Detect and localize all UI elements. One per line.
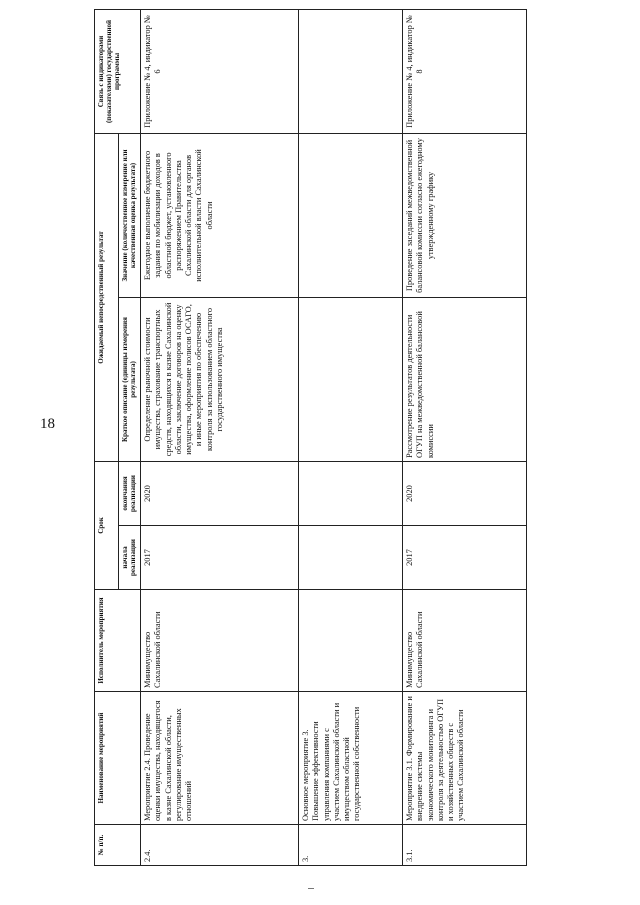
rotated-table-container: [94, 10, 526, 866]
cell-end: 2020: [141, 461, 299, 525]
cell-num: 3.: [299, 825, 403, 866]
table-row: [141, 9, 299, 865]
header-short-desc: Краткое описание (единицы измерения результата): [119, 297, 141, 461]
header-term: Срок: [95, 461, 119, 589]
header-end: окончания реализации: [119, 461, 141, 525]
cell-value: Ежегодное выполнение бюджетного задания по мобилизации доходов в областной бюджет, установленного распоряжением Правительства Сахалинской области для органов исполнительной власти Сахалинской области: [141, 133, 299, 297]
cell-num: 2.4.: [141, 825, 299, 866]
header-value: Значение (количественное измерение или качественная оценка результата): [119, 133, 141, 297]
header-link: Связь с индикаторами (показателями) государственной программы: [95, 9, 141, 133]
header-start: начала реализации: [119, 526, 141, 590]
cell-short-desc: Рассмотрение результатов деятельности ОГУП на межведомственной балансовой комиссии: [403, 297, 527, 461]
header-name: Наименование мероприятий: [95, 692, 141, 825]
cell-name: Мероприятие 3.1. Формирование и внедрение системы экономического мониторинга и контроля за деятельностью ОГУП и хозяйственных обществ с участием Сахалинской области: [403, 692, 527, 825]
cell-link: Приложение № 4, индикатор № 8: [403, 9, 527, 133]
cell-executor: [299, 590, 403, 692]
cell-end: 2020: [403, 461, 527, 525]
cell-start: 2017: [141, 526, 299, 590]
cell-num: 3.1.: [403, 825, 527, 866]
cell-end: [299, 461, 403, 525]
cell-executor: Минимущество Сахалинской области: [141, 590, 299, 692]
cell-value: Проведение заседаний межведомственной балансовой комиссии согласно ежегодному утвержденному графику: [403, 133, 527, 297]
cell-name: Основное мероприятие 3. Повышение эффективности управления компаниями с участием Сахалинской области и имуществом областной государственной собственности: [299, 692, 403, 825]
table-row: [299, 9, 403, 865]
cell-name: Мероприятие 2.4. Проведение оценки имущества, находящегося в казне Сахалинской области, регулирование имущественных отношений: [141, 692, 299, 825]
cell-start: [299, 526, 403, 590]
cell-link: Приложение № 4, индикатор № 6: [141, 9, 299, 133]
cell-link: [299, 9, 403, 133]
measures-table: [94, 9, 527, 866]
scan-mark: [308, 888, 314, 889]
cell-executor: Минимущество Сахалинской области: [403, 590, 527, 692]
cell-short-desc: [299, 297, 403, 461]
header-num: № п/п.: [95, 825, 141, 866]
cell-short-desc: Определение рыночной стоимости имущества, страхование транспортных средств, находящихся в казне Сахалинской области, заключение договоров на оценку имущества, оформление полисов ОСАГО, и иные мероприятия по обеспечению контроля за использованием областного государственного имущества: [141, 297, 299, 461]
cell-start: 2017: [403, 526, 527, 590]
page-number: 18: [40, 416, 55, 432]
header-executor: Исполнитель мероприятия: [95, 590, 141, 692]
cell-value: [299, 133, 403, 297]
header-result: Ожидаемый непосредственный результат: [95, 133, 119, 461]
table-row: [403, 9, 527, 865]
